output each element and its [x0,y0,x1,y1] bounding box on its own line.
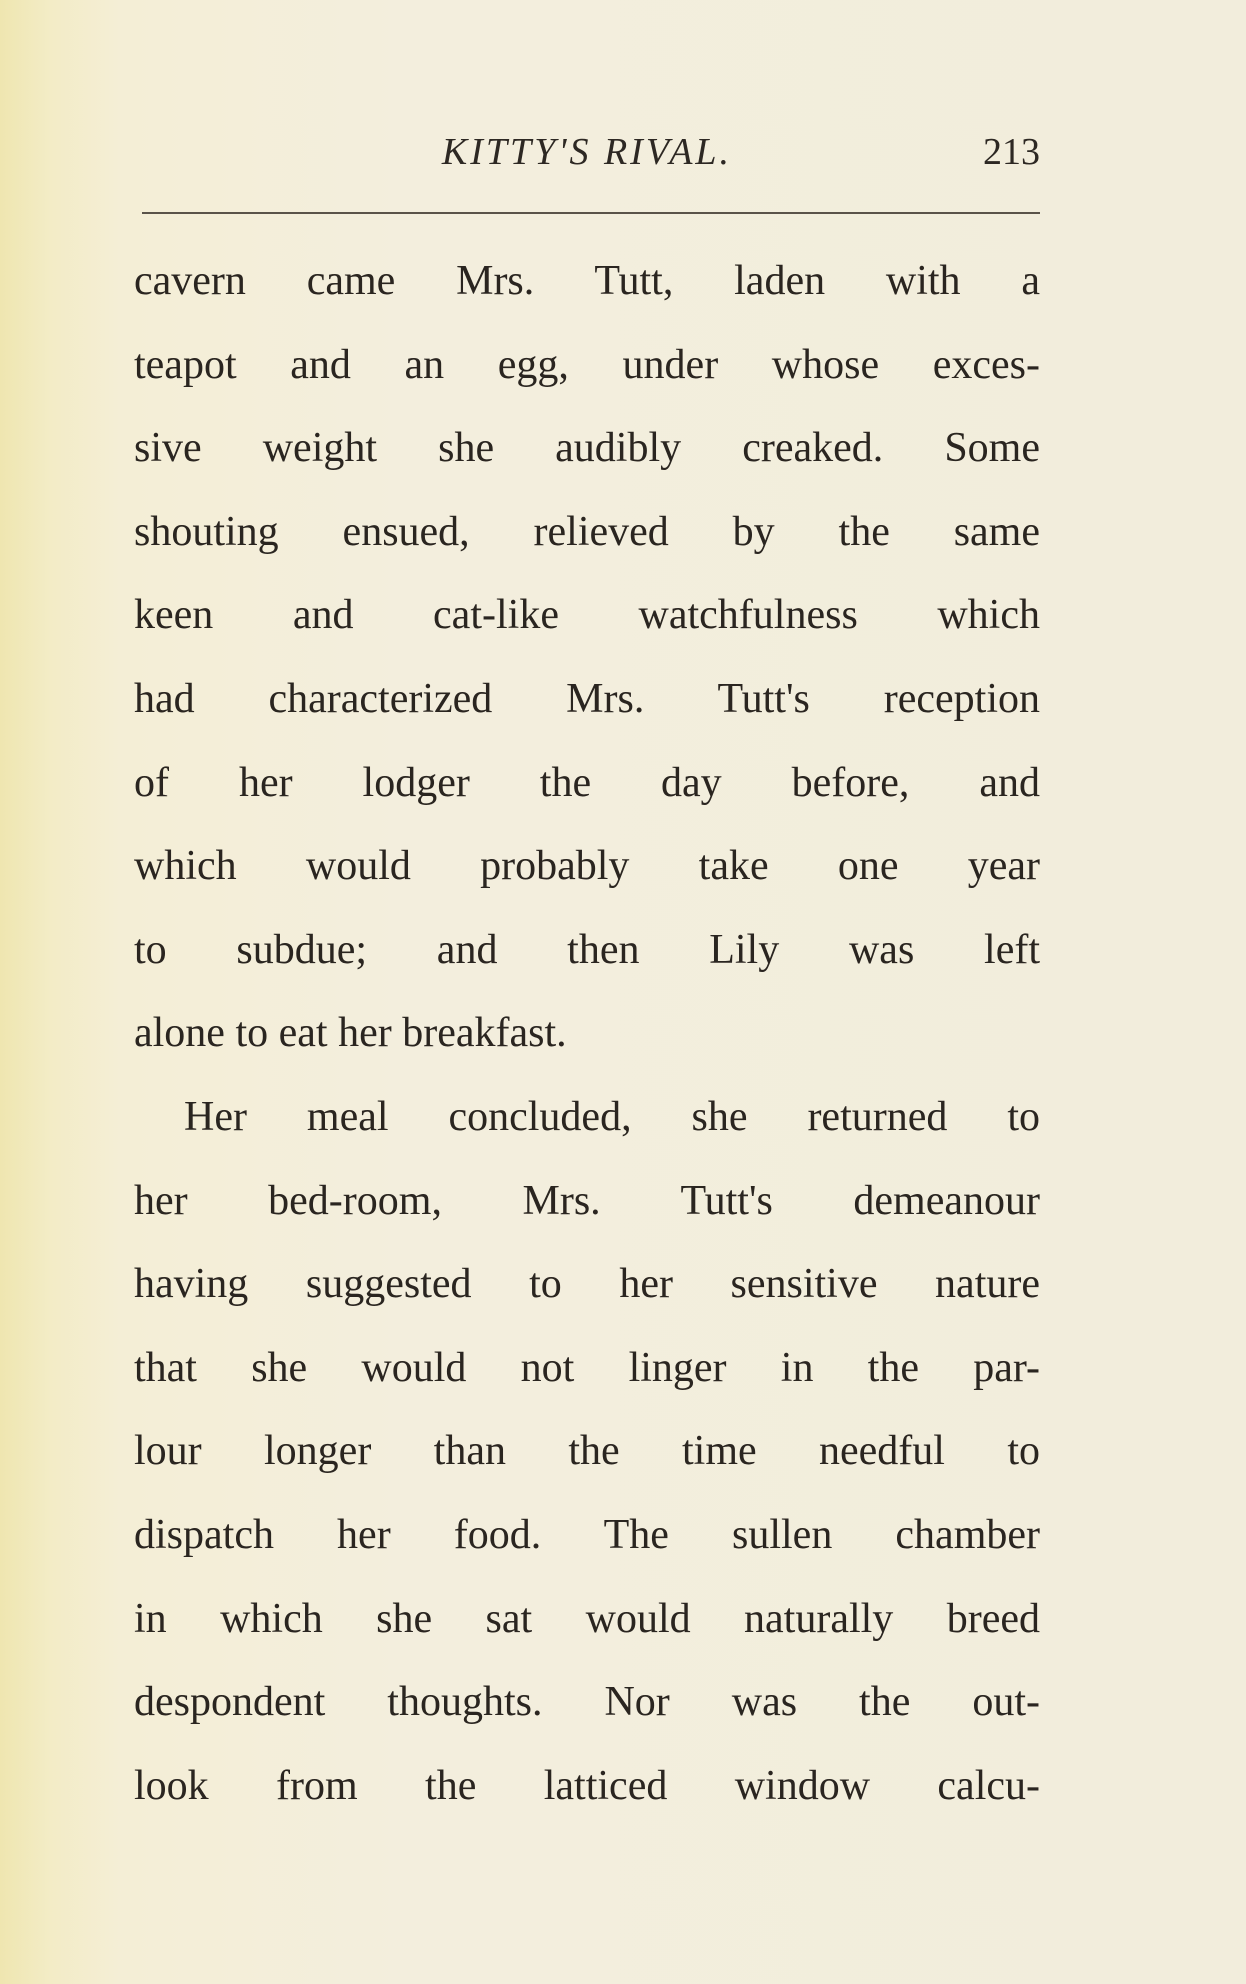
text-line: her bed-room, Mrs. Tutt's demeanour [134,1177,1040,1224]
text-line: Her meal concluded, she returned to [184,1093,1040,1140]
header-rule [142,212,1040,214]
text-line: sive weight she audibly creaked. Some [134,425,1040,472]
text-line: of her lodger the day before, and [134,759,1040,806]
text-line: shouting ensued, relieved by the same [134,508,1040,555]
text-line: despondent thoughts. Nor was the out- [134,1679,1040,1726]
running-head [134,130,1040,180]
text-line: cavern came Mrs. Tutt, laden with a [134,258,1040,304]
text-line: that she would not linger in the par- [134,1344,1040,1391]
page-number: 213 [983,131,1040,173]
text-line: to subdue; and then Lily was left [134,926,1040,973]
text-line: had characterized Mrs. Tutt's reception [134,675,1040,722]
text-line: which would probably take one year [134,843,1040,890]
running-title: KITTY'S RIVAL. [441,131,733,173]
text-line: alone to eat her breakfast. [134,1010,567,1057]
text-line: lour longer than the time needful to [134,1428,1040,1475]
paragraph-1 [134,240,1040,1076]
text-line: having suggested to her sensitive nature [134,1261,1040,1308]
text-line: look from the latticed window calcu- [134,1762,1040,1809]
paragraph-2 [134,1076,1040,1828]
text-line: teapot and an egg, under whose exces- [134,341,1040,388]
text-line: in which she sat would naturally breed [134,1595,1040,1642]
text-line: keen and cat-like watchfulness which [134,592,1040,639]
text-line: dispatch her food. The sullen chamber [134,1511,1040,1558]
body-text [134,240,1040,1828]
